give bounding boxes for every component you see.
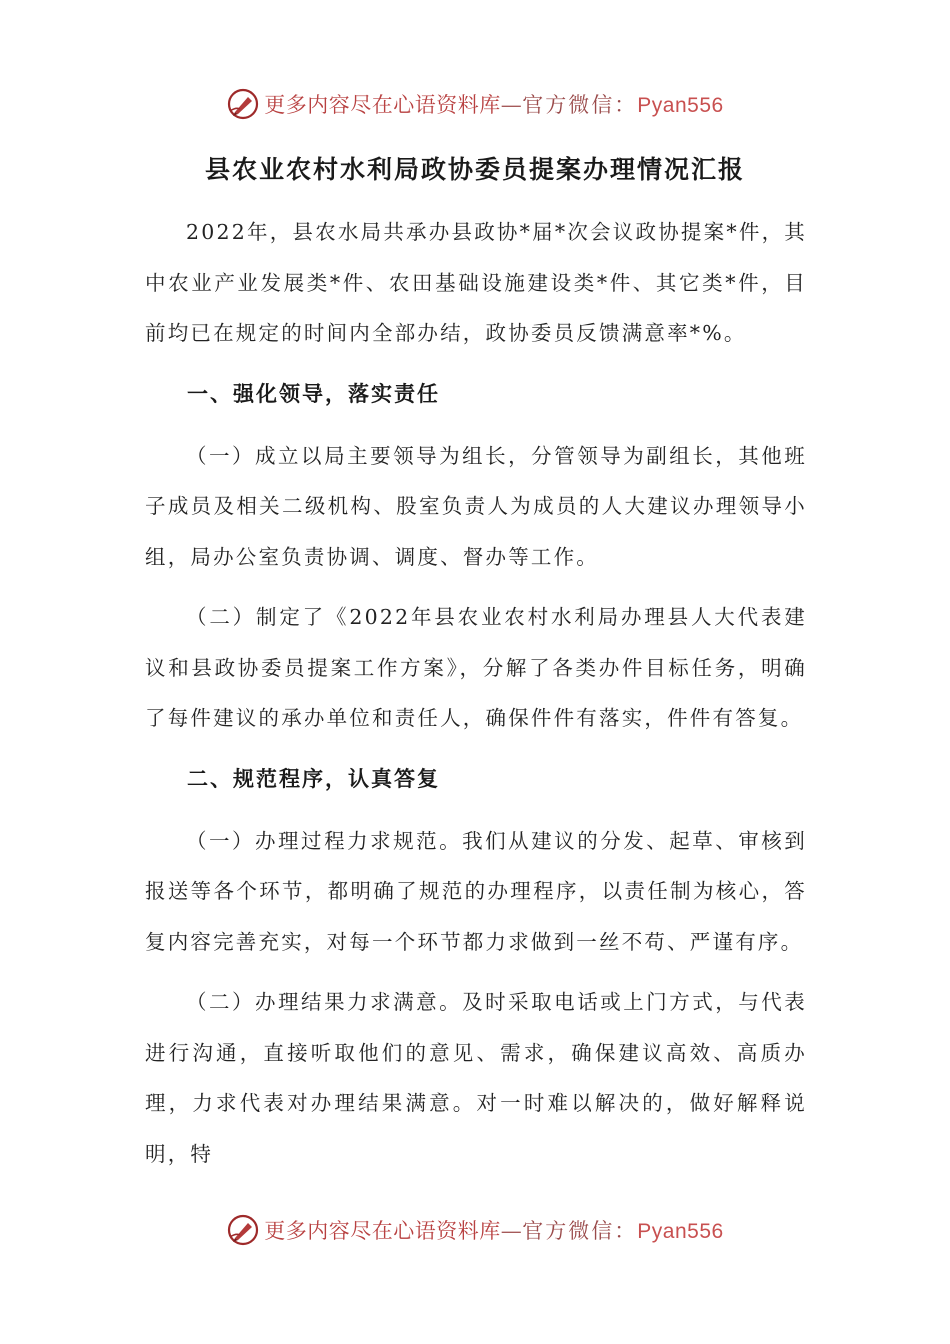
document-title: 县农业农村水利局政协委员提案办理情况汇报 [204, 155, 745, 184]
banner-wechat-id: Pyan556 [637, 1220, 724, 1243]
section-1-heading: 一、强化领导，落实责任 [187, 381, 440, 406]
header-banner [0, 84, 950, 124]
banner-main-text: 更多内容尽在心语资料库 [264, 1219, 501, 1243]
intro-paragraph: 2022年，县农水局共承办县政协*届*次会议政协提案*件，其中农业产业发展类*件、农田基础设施建设类*件、其它类*件，目前均已在规定的时间内全部办结，政协委员反馈满意率*%。 [145, 220, 807, 345]
banner-main-text: 更多内容尽在心语资料库 [264, 93, 501, 117]
banner-text [264, 89, 723, 119]
document-body [145, 207, 807, 1189]
banner-wechat-id: Pyan556 [637, 94, 724, 117]
banner-text [264, 1215, 723, 1245]
section-2-paragraph-1: （一）办理过程力求规范。我们从建议的分发、起草、审核到报送等各个环节，都明确了规范的办理程序，以责任制为核心，答复内容完善充实，对每一个环节都力求做到一丝不苟、严谨有序。 [145, 828, 807, 954]
banner-dash: — [500, 1219, 523, 1243]
banner-wechat-label: 官方微信： [522, 1219, 638, 1243]
pen-nib-logo-icon [226, 87, 260, 121]
section-2-heading: 二、规范程序，认真答复 [187, 766, 440, 791]
banner-dash: — [500, 93, 523, 117]
pen-nib-logo-icon [226, 1213, 260, 1247]
banner-wechat-label: 官方微信： [522, 93, 638, 117]
section-2-paragraph-2: （二）办理结果力求满意。及时采取电话或上门方式，与代表进行沟通，直接听取他们的意见、需求，确保建议高效、高质办理，力求代表对办理结果满意。对一时难以解决的，做好解释说明，特 [145, 990, 807, 1166]
section-1-paragraph-1: （一）成立以局主要领导为组长，分管领导为副组长，其他班子成员及相关二级机构、股室负责人为成员的人大建议办理领导小组，局办公室负责协调、调度、督办等工作。 [145, 443, 807, 569]
footer-banner [0, 1210, 950, 1250]
section-1-paragraph-2: （二）制定了《2022年县农业农村水利局办理县人大代表建议和县政协委员提案工作方案》，分解了各类办件目标任务，明确了每件建议的承办单位和责任人，确保件件有落实，件件有答复。 [145, 605, 807, 730]
